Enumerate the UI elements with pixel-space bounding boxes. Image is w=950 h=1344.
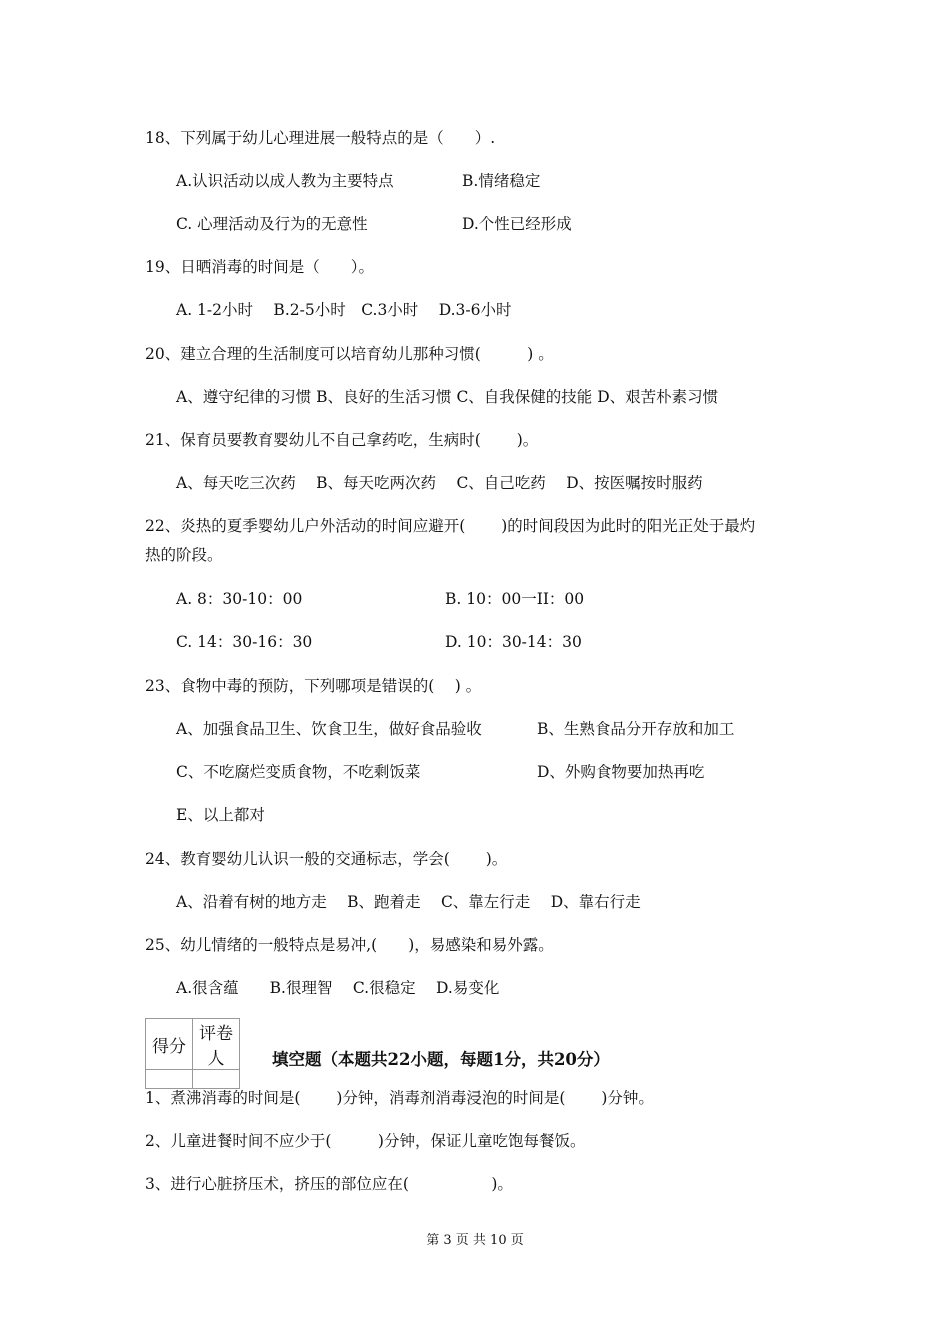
q25-stem: 25、幼儿情绪的一般特点是易冲,( )，易感染和易外露。 xyxy=(145,936,554,954)
q23-stem: 23、食物中毒的预防，下列哪项是错误的( ) 。 xyxy=(145,677,482,695)
q22-option-a: A. 8：30-10：00 xyxy=(176,590,303,608)
q19-stem: 19、日晒消毒的时间是（ ）。 xyxy=(145,258,374,276)
q23-option-c: C、不吃腐烂变质食物，不吃剩饭菜 xyxy=(176,763,421,781)
q25-options: A.很含蕴 B.很理智 C.很稳定 D.易变化 xyxy=(176,979,500,997)
fill-1: 1、煮沸消毒的时间是( )分钟，消毒剂消毒浸泡的时间是( )分钟。 xyxy=(145,1089,654,1107)
score-box xyxy=(145,1018,240,1089)
q22-option-d: D. 10：30-14：30 xyxy=(445,633,582,651)
q19-options: A. 1-2小时 B.2-5小时 C.3小时 D.3-6小时 xyxy=(176,301,512,319)
grader-cell xyxy=(193,1070,240,1089)
q18-option-a: A.认识活动以成人教为主要特点 xyxy=(176,172,394,190)
q24-options: A、沿着有树的地方走 B、跑着走 C、靠左行走 D、靠右行走 xyxy=(176,893,641,911)
q22-option-b: B. 10：00一II：00 xyxy=(445,590,585,608)
page-footer: 第 3 页 共 10 页 xyxy=(426,1233,524,1248)
section-title: 填空题（本题共22小题，每题1分，共20分） xyxy=(272,1050,610,1069)
fill-2: 2、儿童进餐时间不应少于( )分钟，保证儿童吃饱每餐饭。 xyxy=(145,1132,586,1150)
q21-stem: 21、保育员要教育婴幼儿不自己拿药吃，生病时( )。 xyxy=(145,431,539,449)
fill-3: 3、进行心脏挤压术，挤压的部位应在( )。 xyxy=(145,1175,513,1193)
q24-stem: 24、教育婴幼儿认识一般的交通标志，学会( )。 xyxy=(145,850,508,868)
grader-label: 评卷人 xyxy=(193,1019,240,1070)
q22-stem-line2: 热的阶段。 xyxy=(145,546,223,564)
q23-option-a: A、加强食品卫生、饮食卫生，做好食品验收 xyxy=(176,720,482,738)
q23-option-b: B、生熟食品分开存放和加工 xyxy=(537,720,735,738)
q18-option-d: D.个性已经形成 xyxy=(462,215,572,233)
q23-option-d: D、外购食物要加热再吃 xyxy=(537,763,705,781)
q23-option-e: E、以上都对 xyxy=(176,806,265,824)
q22-stem-line1: 22、炎热的夏季婴幼儿户外活动的时间应避开( )的时间段因为此时的阳光正处于最灼 xyxy=(145,517,756,535)
score-cell xyxy=(146,1070,193,1089)
q18-option-b: B.情绪稳定 xyxy=(462,172,541,190)
q22-option-c: C. 14：30-16：30 xyxy=(176,633,313,651)
q18-stem: 18、下列属于幼儿心理进展一般特点的是（ ）. xyxy=(145,129,496,147)
q21-options: A、每天吃三次药 B、每天吃两次药 C、自己吃药 D、按医嘱按时服药 xyxy=(176,474,703,492)
q18-option-c: C. 心理活动及行为的无意性 xyxy=(176,215,368,233)
score-label: 得分 xyxy=(146,1019,193,1070)
q20-stem: 20、建立合理的生活制度可以培育幼儿那种习惯( ) 。 xyxy=(145,345,554,363)
q20-options: A、遵守纪律的习惯 B、良好的生活习惯 C、自我保健的技能 D、艰苦朴素习惯 xyxy=(176,388,719,406)
